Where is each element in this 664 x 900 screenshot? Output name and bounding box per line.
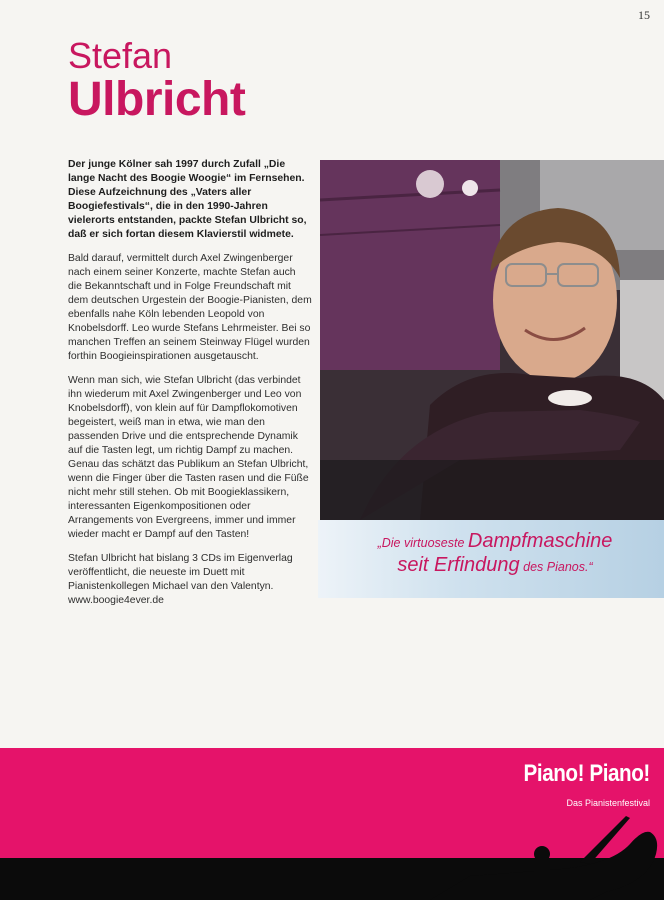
grand-piano-icon [430,804,664,900]
title-first-name: Stefan [68,35,173,76]
pull-quote [340,530,650,576]
article-body [68,158,312,608]
article-paragraph-3: Wenn man sich, wie Stefan Ulbricht (das verbindet ihn wiederum mit Axel Zwingenberger und Leo von Knobelsdorff), von klein auf für Dampflokomotiven begeistert, weiß man in etwa, wie man den passenden Drive und die entsprechende Dynamik auf die Tasten legt, um richtig Dampf zu machen. Genau das schätzt das Publikum an Stefan Ulbricht, wenn die Finger über die Tasten rasen und die Füße nicht mehr still stehen. Ob mit Boogieklassikern, interessanten Eigenkompositionen oder Arrangements von Evergreens, immer und immer wieder macht er Dampf auf den Tasten! [68,375,309,540]
festival-logo-subtitle: Das Pianistenfestival [566,798,650,808]
article-paragraph-2: Bald darauf, vermittelt durch Axel Zwingenberger nach einem seiner Konzerte, machte Stefan auch die Bekanntschaft und in Folge Freundschaft mit dem deutschen Urgestein der Boogie-Pianisten, dem ebenfalls nahe Köln lebenden Leopold von Knobelsdorff. Leo wurde Stefans Lehrmeister. Bei so manchen Treffen an seinem Steinway Flügel wurden forthin Boogieinspirationen ausgetauscht. [68,253,312,362]
page-number: 15 [638,8,650,22]
page-title [68,35,246,126]
portrait-photo [320,160,664,520]
quote-part-2: Dampfmaschine [467,530,613,552]
article-lead: Der junge Kölner sah 1997 durch Zufall „Die lange Nacht des Boogie Woogie“ im Fernsehen. Diese Aufzeichnung des „Vaters aller Boogiefestivals“, die in den 1990-Jahren vielerorts entstanden, packte Stefan Ulbricht so, daß er sich fortan diesem Klavierstil widmete. [68,159,307,240]
article-paragraph-4: Stefan Ulbricht hat bislang 3 CDs im Eigenverlag veröffentlicht, die neueste im Duett mit Pianistenkollegen Michael van den Valentyn. [68,553,293,592]
quote-part-4: des Pianos.“ [519,560,593,574]
quote-part-3: seit Erfindung [397,554,520,576]
website-link[interactable]: www.boogie4ever.de [68,595,164,606]
festival-logo-title: Piano! Piano! [523,760,650,787]
quote-part-1: „Die virtuoseste [377,536,468,550]
title-last-name: Ulbricht [68,73,246,126]
